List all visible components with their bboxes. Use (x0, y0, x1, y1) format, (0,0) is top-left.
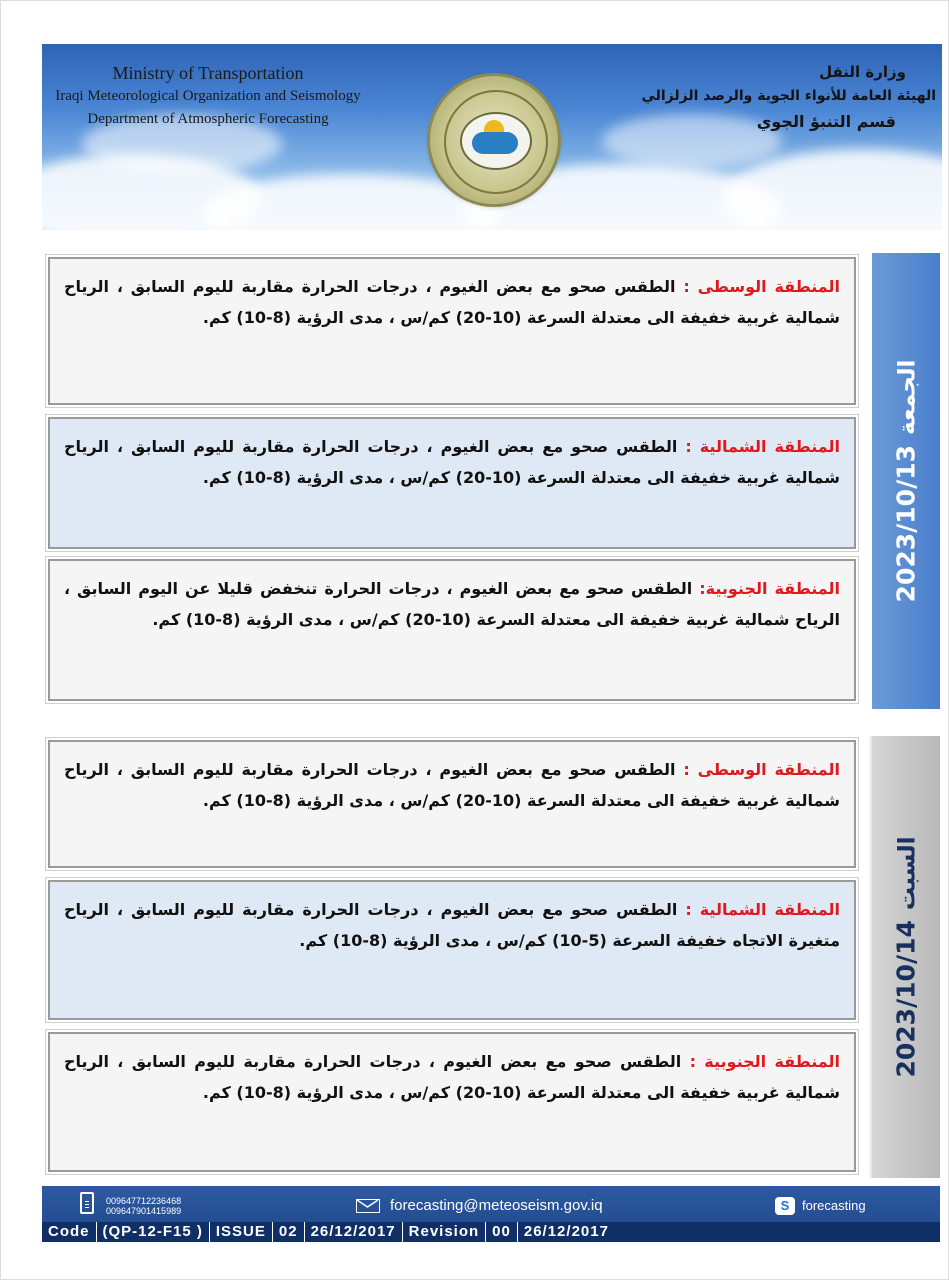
date-label (892, 360, 921, 603)
forecast-text: الطقس صحو مع بعض الغيوم ، درجات الحرارة مقاربة لليوم السابق ، الرياح شمالية غربية خفيفة الى معتدلة السرعة (10-20) كم/س ، مدى الرؤية (8-10) كم. (64, 760, 840, 810)
region-name: المنطقة الوسطى : (683, 760, 841, 779)
day-name: السبت (894, 836, 921, 911)
department-name-en: Department of Atmospheric Forecasting (87, 111, 329, 127)
region-forecast (50, 882, 854, 956)
date-sidebar (870, 736, 940, 1178)
region-card-north (48, 417, 856, 549)
region-forecast (50, 742, 854, 816)
day-name: الجمعة (894, 359, 921, 436)
code-cell: ISSUE (210, 1222, 273, 1242)
code-cell: 26/12/2017 (523, 1223, 609, 1240)
header-english-text (48, 62, 368, 131)
phone-icon (80, 1192, 94, 1214)
region-card-north (48, 880, 856, 1020)
code-cell: 02 (273, 1222, 305, 1242)
region-name: المنطقة الوسطى : (683, 277, 841, 296)
region-card-south (48, 1032, 856, 1172)
email-address[interactable]: forecasting@meteoseism.gov.iq (390, 1197, 603, 1214)
day-forecast-block (42, 253, 940, 709)
date-sidebar (870, 253, 940, 709)
code-cell: Code (42, 1222, 97, 1242)
date-value: 2023/10/13 (891, 445, 921, 603)
organization-logo (430, 76, 558, 204)
ministry-name-ar: وزارة النقل (819, 63, 906, 81)
skype-icon: S (775, 1197, 795, 1215)
region-forecast (50, 1034, 854, 1108)
footer (42, 1186, 940, 1242)
header-arabic-text (636, 60, 936, 136)
organization-name-ar: الهيئة العامة للأنواء الجوية والرصد الزلزالي (641, 88, 936, 104)
day-forecast-block (42, 736, 940, 1178)
mail-icon (356, 1199, 380, 1213)
organization-name-en: Iraqi Meteorological Organization and Seismology (55, 88, 361, 104)
region-name: المنطقة الجنوبية: (699, 579, 840, 598)
forecast-text: الطقس صحو مع بعض الغيوم ، درجات الحرارة تنخفض قليلا عن اليوم السابق ، الرياح شمالية غربية خفيفة الى معتدلة السرعة (10-20) كم/س ، مدى الرؤية (8-10) كم. (64, 579, 840, 629)
header-banner (42, 44, 942, 230)
code-cell: Revision (403, 1222, 487, 1242)
region-forecast (50, 561, 854, 635)
date-label (892, 836, 921, 1077)
phone-numbers (106, 1196, 181, 1216)
forecast-text: الطقس صحو مع بعض الغيوم ، درجات الحرارة مقاربة لليوم السابق ، الرياح شمالية غربية خفيفة الى معتدلة السرعة (10-20) كم/س ، مدى الرؤية (8-10) كم. (64, 277, 840, 327)
region-name: المنطقة الجنوبية : (689, 1052, 841, 1071)
code-cell: 00 (486, 1222, 518, 1242)
document-code-row (42, 1222, 940, 1242)
skype-id: forecasting (802, 1198, 866, 1213)
region-card-south (48, 559, 856, 701)
code-cell: (QP-12-F15 ) (97, 1222, 210, 1242)
department-name-ar: قسم التنبؤ الجوي (756, 112, 896, 131)
region-name: المنطقة الشمالية : (685, 900, 841, 919)
code-cell: 26/12/2017 (305, 1222, 403, 1242)
phone-number: 009647901415989 (106, 1206, 182, 1216)
region-forecast (50, 259, 854, 333)
ministry-name-en: Ministry of Transportation (112, 63, 304, 83)
phone-number: 009647712236468 (106, 1196, 182, 1206)
date-value: 2023/10/14 (891, 920, 921, 1078)
region-name: المنطقة الشمالية : (685, 437, 841, 456)
forecast-text: الطقس صحو مع بعض الغيوم ، درجات الحرارة مقاربة لليوم السابق ، الرياح شمالية غربية خفيفة الى معتدلة السرعة (10-20) كم/س ، مدى الرؤية (8-10) كم. (64, 437, 840, 487)
region-forecast (50, 419, 854, 493)
region-card-central (48, 257, 856, 405)
region-card-central (48, 740, 856, 868)
forecast-text: الطقس صحو مع بعض الغيوم ، درجات الحرارة مقاربة لليوم السابق ، الرياح شمالية غربية خفيفة الى معتدلة السرعة (10-20) كم/س ، مدى الرؤية (8-10) كم. (64, 1052, 840, 1102)
forecast-text: الطقس صحو مع بعض الغيوم ، درجات الحرارة مقاربة لليوم السابق ، الرياح متغيرة الاتجاه خفيفة السرعة (5-10) كم/س ، مدى الرؤية (8-10) كم. (64, 900, 840, 950)
